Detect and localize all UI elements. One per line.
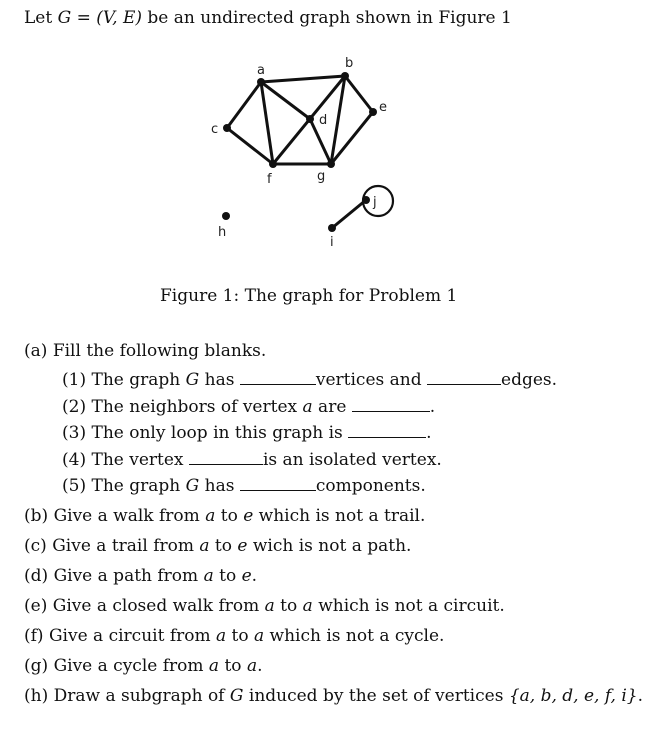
- edge-a-c: [227, 82, 261, 128]
- question-e-m1: a: [264, 596, 275, 616]
- label-g: g: [317, 169, 326, 184]
- question-e: [24, 596, 505, 616]
- question-d-post: .: [251, 566, 258, 586]
- label-f: f: [267, 172, 272, 187]
- question-a-item-3: [62, 423, 432, 443]
- edge-c-f: [227, 128, 273, 164]
- question-h-m2: {a, b, d, e, f, i}: [508, 686, 638, 706]
- question-g-marker: (g): [24, 656, 49, 676]
- question-c-m1: a: [199, 536, 210, 556]
- item-5-marker: (5): [62, 476, 87, 496]
- label-a: a: [257, 63, 265, 78]
- question-a-text: Fill the following blanks.: [52, 341, 267, 361]
- edge-a-b: [261, 76, 345, 82]
- edge-i-j: [332, 200, 366, 228]
- item-4-post: is an isolated vertex.: [262, 450, 442, 470]
- vertex-f: [269, 160, 277, 168]
- edge-a-f: [261, 82, 273, 164]
- item-3-post: .: [426, 423, 432, 443]
- vertex-d: [306, 115, 314, 123]
- intro-suffix: be an undirected graph shown in Figure 1: [142, 8, 512, 28]
- question-c-mid: to: [209, 536, 238, 556]
- figure-caption: Figure 1: The graph for Problem 1: [160, 286, 458, 306]
- question-c-marker: (c): [24, 536, 47, 556]
- question-g-post: .: [257, 656, 263, 676]
- question-f-m2: a: [254, 626, 265, 646]
- item-1-mid2: vertices and: [315, 370, 422, 390]
- intro-sentence: [24, 8, 512, 28]
- vertex-c: [223, 124, 231, 132]
- item-5-pre: The graph: [91, 476, 186, 496]
- question-h: [24, 686, 643, 706]
- vertex-i: [328, 224, 336, 232]
- question-g-m1: a: [208, 656, 220, 676]
- question-d: [24, 566, 257, 586]
- item-2-marker: (2): [62, 397, 87, 417]
- item-5-math: G: [185, 476, 200, 496]
- question-g: [24, 656, 262, 676]
- question-f-post: which is not a cycle.: [264, 626, 445, 646]
- question-a-item-4: [62, 450, 442, 470]
- question-a-item-5: [62, 476, 426, 496]
- item-1-mid: has: [199, 370, 235, 390]
- blank-isolated-vertex[interactable]: [189, 450, 263, 465]
- question-d-marker: (d): [24, 566, 49, 586]
- question-e-pre: Give a closed walk from: [52, 596, 265, 616]
- item-2-math: a: [302, 397, 313, 417]
- vertex-g: [327, 160, 335, 168]
- question-g-pre: Give a cycle from: [53, 656, 209, 676]
- blank-loop[interactable]: [348, 423, 426, 438]
- graph-figure: [195, 52, 425, 252]
- question-a-item-2: [62, 397, 435, 417]
- vertex-a: [257, 78, 265, 86]
- item-5-post: components.: [315, 476, 426, 496]
- question-h-post: .: [637, 686, 643, 706]
- blank-components[interactable]: [240, 476, 316, 491]
- label-j: j: [373, 195, 377, 210]
- question-b-m1: a: [205, 506, 216, 526]
- question-g-mid: to: [219, 656, 247, 676]
- question-f-m1: a: [216, 626, 227, 646]
- question-d-m1: a: [203, 566, 214, 586]
- item-4-marker: (4): [62, 450, 87, 470]
- question-e-post: which is not a circuit.: [312, 596, 505, 616]
- question-b-marker: (b): [24, 506, 49, 526]
- question-e-mid: to: [274, 596, 303, 616]
- question-b-m2: e: [243, 506, 254, 526]
- label-b: b: [345, 56, 354, 71]
- blank-neighbors[interactable]: [352, 397, 430, 412]
- item-1-marker: (1): [62, 370, 87, 390]
- question-d-pre: Give a path from: [53, 566, 204, 586]
- question-c-post: wich is not a path.: [247, 536, 412, 556]
- question-h-pre: Draw a subgraph of: [53, 686, 230, 706]
- question-a: [24, 341, 266, 361]
- question-e-m2: a: [302, 596, 313, 616]
- item-2-pre: The neighbors of vertex: [91, 397, 303, 417]
- intro-math: G = (V, E): [57, 8, 143, 28]
- vertex-e: [369, 108, 377, 116]
- question-h-mid: induced by the set of vertices: [243, 686, 509, 706]
- label-e: e: [379, 100, 387, 115]
- question-b-post: which is not a trail.: [253, 506, 426, 526]
- question-c-m2: e: [237, 536, 248, 556]
- question-f-marker: (f): [24, 626, 44, 646]
- label-h: h: [218, 225, 227, 240]
- item-4-pre: The vertex: [91, 450, 184, 470]
- question-h-m1: G: [229, 686, 244, 706]
- question-a-item-1: [62, 370, 557, 390]
- question-b: [24, 506, 425, 526]
- question-d-m2: e: [241, 566, 252, 586]
- question-f-pre: Give a circuit from: [48, 626, 216, 646]
- question-b-mid: to: [215, 506, 244, 526]
- label-c: c: [211, 122, 219, 137]
- question-e-marker: (e): [24, 596, 48, 616]
- edge-a-d: [261, 82, 310, 119]
- item-2-post: .: [429, 397, 436, 417]
- question-c: [24, 536, 411, 556]
- item-2-mid: are: [312, 397, 347, 417]
- item-1-math: G: [185, 370, 200, 390]
- item-1-pre: The graph: [91, 370, 186, 390]
- item-5-mid: has: [199, 476, 235, 496]
- item-3-marker: (3): [62, 423, 87, 443]
- label-d: d: [319, 113, 328, 128]
- vertex-b: [341, 72, 349, 80]
- vertex-h: [222, 212, 230, 220]
- label-i: i: [330, 235, 334, 250]
- item-3-pre: The only loop in this graph is: [91, 423, 343, 443]
- blank-edge-count[interactable]: [427, 370, 501, 385]
- question-f: [24, 626, 444, 646]
- question-h-marker: (h): [24, 686, 49, 706]
- vertex-j: [362, 196, 370, 204]
- intro-prefix: Let: [24, 8, 58, 28]
- question-g-m2: a: [246, 656, 258, 676]
- blank-vertex-count[interactable]: [240, 370, 316, 385]
- edge-b-e: [345, 76, 373, 112]
- question-c-pre: Give a trail from: [52, 536, 200, 556]
- item-1-post: edges.: [501, 370, 558, 390]
- question-a-marker: (a): [24, 341, 48, 361]
- question-f-mid: to: [226, 626, 255, 646]
- question-d-mid: to: [213, 566, 242, 586]
- question-b-pre: Give a walk from: [53, 506, 206, 526]
